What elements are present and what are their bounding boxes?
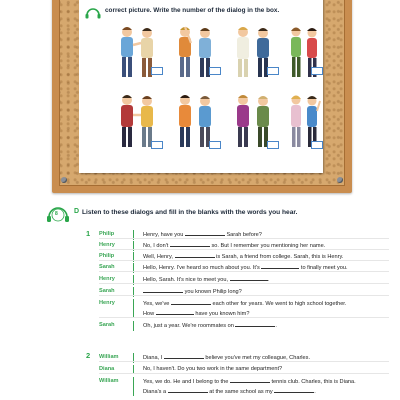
dialog-number-2: 2: [86, 351, 91, 360]
dialog-line: Henry Hello, Sarah. It's nice to meet you, .: [99, 275, 270, 283]
audio-track-badge-icon: [44, 202, 74, 226]
exercise-sheet: [79, 0, 323, 173]
speaker-name: Sarah: [99, 321, 115, 328]
headphones-icon: [84, 5, 102, 19]
dialog-line: Sarah Hello, Henry. I've heard so much about you. It's to finally meet you.: [99, 263, 348, 271]
speaker-name: Sarah: [99, 263, 115, 270]
speaker-name: William: [99, 377, 119, 384]
blank-field[interactable]: [274, 387, 314, 393]
dialog-line: Philip Henry, have you Sarah before?: [99, 230, 262, 238]
dialog-line: Sarah Oh, just a year. We're roommates on .: [99, 321, 277, 329]
blank-field[interactable]: [143, 287, 183, 293]
blank-field[interactable]: [185, 230, 225, 236]
answer-box-7[interactable]: [267, 141, 279, 149]
dialog-line: Sarah you known Philip long?: [99, 287, 242, 295]
blank-field[interactable]: [230, 275, 268, 281]
blank-field[interactable]: [261, 263, 299, 269]
blank-field[interactable]: [230, 377, 270, 383]
dialog-line: Henry Yes, we've each other for years. We went to high school together. How have you known him?: [99, 299, 347, 317]
answer-box-1[interactable]: [151, 67, 163, 75]
blank-field[interactable]: [170, 241, 210, 247]
blank-field[interactable]: [164, 353, 204, 359]
answer-box-6[interactable]: [209, 141, 221, 149]
dialog-line: William Diana, I believe you've met my colleague, Charles.: [99, 353, 311, 361]
blank-field[interactable]: [156, 309, 194, 315]
speaker-name: Henry: [99, 299, 115, 306]
answer-box-5[interactable]: [151, 141, 163, 149]
dialog-line: Philip Well, Henry, is Sarah, a friend from college. Sarah, this is Henry.: [99, 252, 344, 260]
speaker-name: Sarah: [99, 287, 115, 294]
speaker-name: Philip: [99, 230, 115, 237]
answer-box-4[interactable]: [311, 67, 323, 75]
section-letter: D: [74, 208, 80, 215]
speaker-name: Diana: [99, 365, 115, 372]
speaker-name: Henry: [99, 241, 115, 248]
blank-field[interactable]: [171, 299, 211, 305]
dialog-number-1: 1: [86, 229, 91, 238]
section-title: Listen to these dialogs and fill in the blanks with the words you hear.: [82, 209, 298, 216]
push-pin-icon: [337, 177, 343, 183]
dialog-line: Henry No, I don't so. But I remember you mentioning her name.: [99, 241, 326, 249]
speaker-name: Henry: [99, 275, 115, 282]
speaker-name: William: [99, 353, 119, 360]
dialog-line: William Yes, we do. He and I belong to the tennis club. Charles, this is Diana. Diana's a at the same school as my .: [99, 377, 356, 395]
blank-field[interactable]: [235, 321, 275, 327]
answer-box-2[interactable]: [209, 67, 221, 75]
push-pin-icon: [61, 177, 67, 183]
dialog-line: Diana No, I haven't. Do you two work in the same department?: [99, 365, 283, 372]
answer-box-8[interactable]: [311, 141, 323, 149]
blank-field[interactable]: [175, 252, 215, 258]
track-number: 8: [55, 211, 58, 217]
answer-box-3[interactable]: [267, 67, 279, 75]
speaker-name: Philip: [99, 252, 115, 259]
blank-field[interactable]: [168, 387, 208, 393]
exercise-instruction: correct picture. Write the number of the dialog in the box.: [105, 7, 280, 14]
corkboard: [52, 0, 352, 193]
